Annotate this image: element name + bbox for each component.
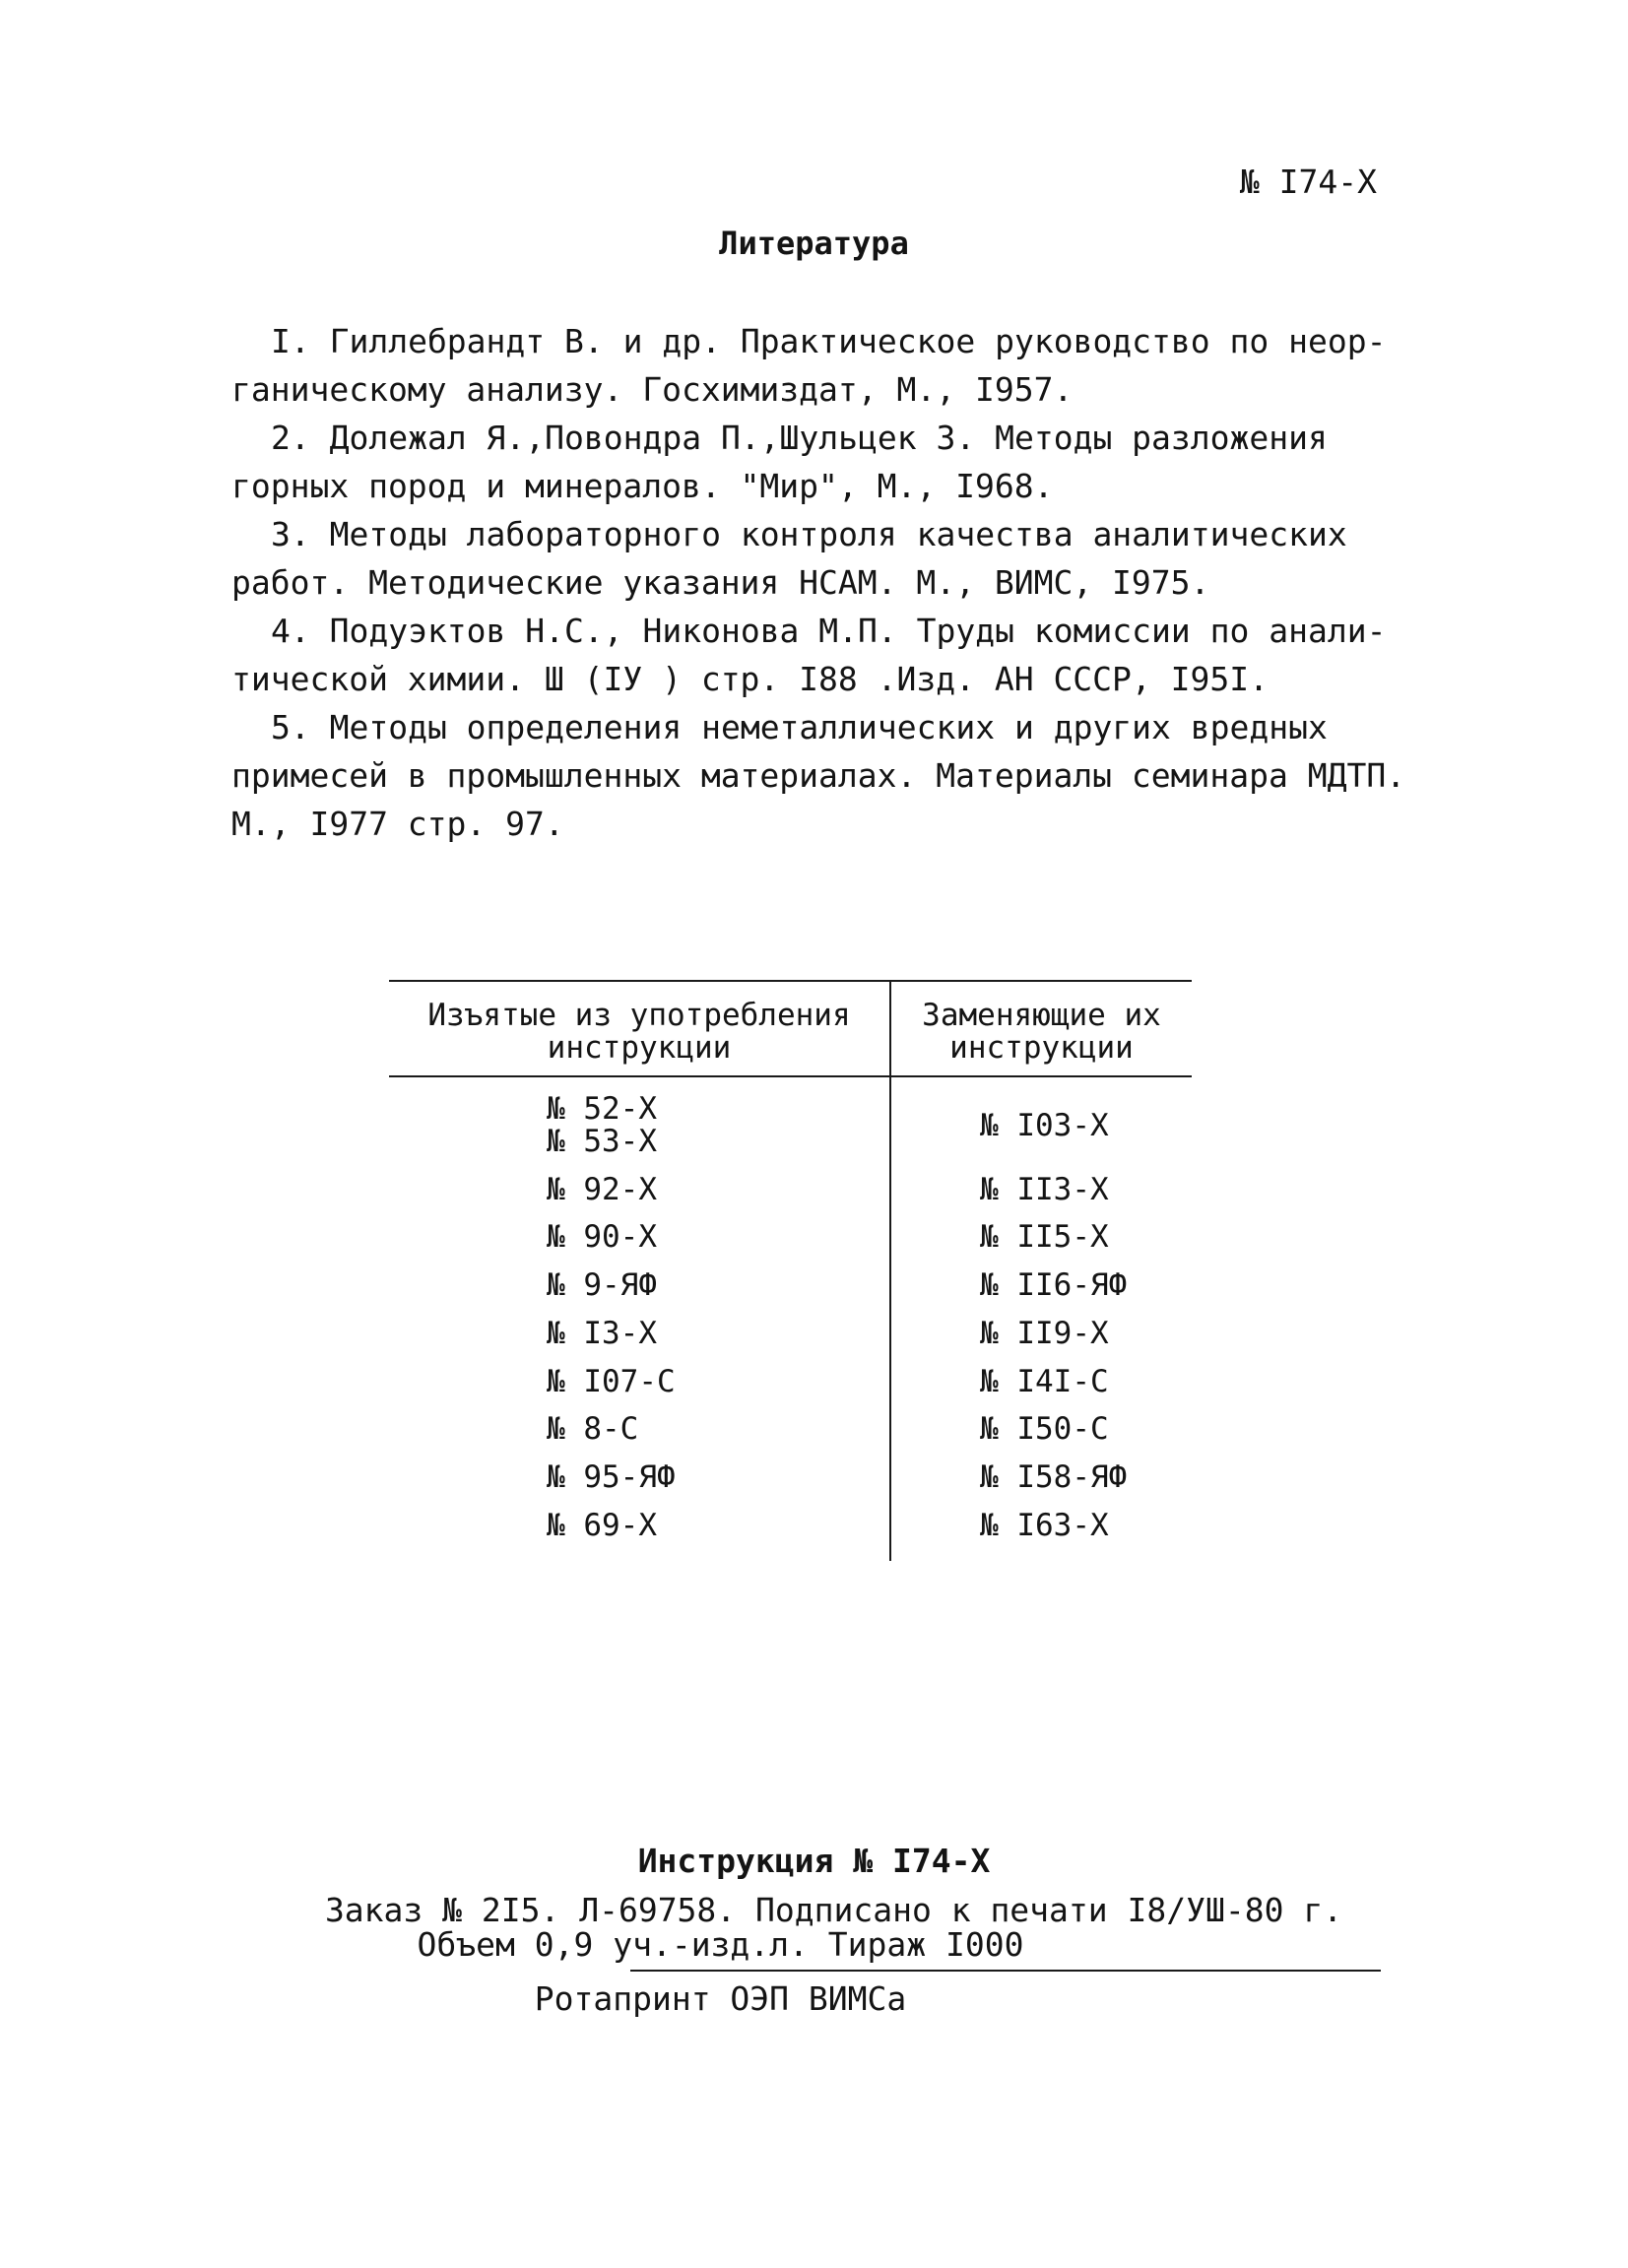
- table-cell-withdrawn: № 92-X: [547, 1172, 657, 1207]
- reference-line: М., I977 стр. 97.: [231, 805, 564, 843]
- table-cell-replacing: № I4I-С: [980, 1364, 1109, 1399]
- table-cell-withdrawn: № 52-X № 53-X: [547, 1091, 657, 1159]
- reference-line: работ. Методические указания НСАМ. М., ВИМС, I975.: [231, 563, 1210, 602]
- table-cell-withdrawn: № 95-ЯФ: [547, 1459, 676, 1495]
- table-cell-replacing: № I58-ЯФ: [980, 1459, 1128, 1495]
- table-cell-replacing: № I63-X: [980, 1508, 1109, 1543]
- replacement-table: [389, 980, 1192, 1561]
- table-column-divider: [889, 980, 891, 1561]
- table-cell-replacing: № I50-С: [980, 1411, 1109, 1447]
- reference-line: 4. Подуэктов Н.С., Никонова М.П. Труды комиссии по анали-: [271, 612, 1387, 650]
- table-cell-replacing: № I03-X: [980, 1108, 1109, 1143]
- reference-line: тической химии. Ш (IУ ) стр. I88 .Изд. АН СССР, I95I.: [231, 660, 1269, 698]
- table-cell-replacing: № II3-X: [980, 1172, 1109, 1207]
- footer-volume: Объем 0,9 уч.-изд.л. Тираж I000: [417, 1925, 1024, 1964]
- table-header-withdrawn: Изъятые из употребления инструкции: [427, 998, 851, 1066]
- table-cell-replacing: № II9-X: [980, 1316, 1109, 1351]
- page-title: Литература: [719, 225, 909, 262]
- footer-rule: [630, 1970, 1381, 1972]
- reference-line: I. Гиллебрандт В. и др. Практическое руководство по неор-: [271, 322, 1387, 360]
- table-cell-withdrawn: № 9-ЯФ: [547, 1267, 657, 1303]
- table-cell-withdrawn: № 90-X: [547, 1219, 657, 1255]
- reference-item: [231, 703, 1413, 848]
- reference-item: [231, 414, 1413, 510]
- reference-line: 5. Методы определения неметаллических и других вредных: [271, 708, 1328, 746]
- table-cell-withdrawn: № I07-С: [547, 1364, 676, 1399]
- reference-line: ганическому анализу. Госхимиздат, М., I957.: [231, 370, 1074, 409]
- reference-list: [231, 317, 1413, 848]
- reference-item: [231, 510, 1413, 607]
- footer-instruction: Инструкция № I74-X: [637, 1842, 991, 1880]
- footer-order: Заказ № 2I5. Л-69758. Подписано к печати I8/УШ-80 г.: [324, 1891, 1343, 1929]
- table-header-replacing: Заменяющие их инструкции: [922, 998, 1161, 1066]
- footer-printer: Ротапринт ОЭП ВИМСа: [534, 1979, 907, 2018]
- reference-line: примесей в промышленных материалах. Материалы семинара МДТП.: [231, 756, 1406, 795]
- table-header-rule: [389, 1075, 1192, 1077]
- reference-item: [231, 607, 1413, 703]
- reference-line: горных пород и минералов. "Мир", М., I968.: [231, 467, 1054, 505]
- table-cell-withdrawn: № 8-С: [547, 1411, 639, 1447]
- table-cell-replacing: № II6-ЯФ: [980, 1267, 1128, 1303]
- reference-line: 2. Долежал Я.,Повондра П.,Шульцек З. Методы разложения: [271, 419, 1328, 457]
- table-top-rule: [389, 980, 1192, 982]
- reference-line: 3. Методы лабораторного контроля качества аналитических: [271, 515, 1347, 553]
- table-cell-withdrawn: № 69-X: [547, 1508, 657, 1543]
- reference-item: [231, 317, 1413, 414]
- document-number: № I74-X: [1239, 162, 1377, 201]
- table-cell-replacing: № II5-X: [980, 1219, 1109, 1255]
- table-cell-withdrawn: № I3-X: [547, 1316, 657, 1351]
